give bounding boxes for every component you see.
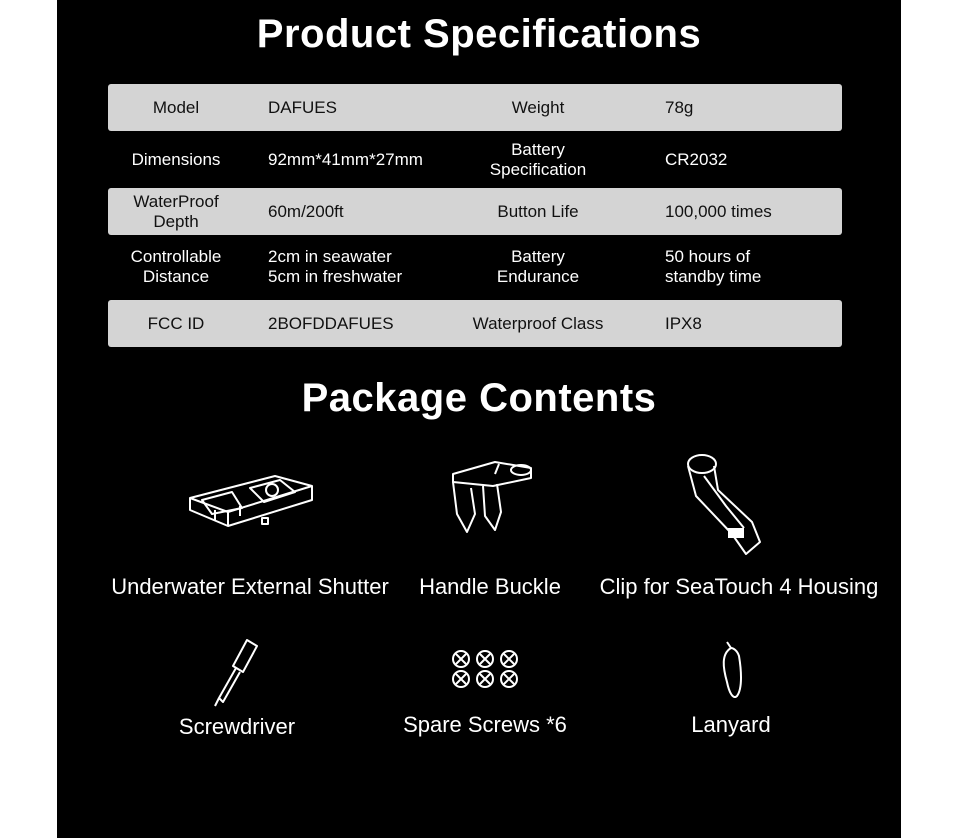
spec-label: Controllable Distance xyxy=(130,247,222,286)
spec-value: 78g xyxy=(665,97,694,117)
spec-label: Battery Specification xyxy=(489,140,587,179)
package-label: Clip for SeaTouch 4 Housing xyxy=(599,574,879,599)
spec-label: Weight xyxy=(511,97,565,117)
spec-row-dimensions xyxy=(108,136,842,184)
spec-value: 100,000 times xyxy=(665,201,772,221)
package-label: Underwater External Shutter xyxy=(111,574,389,599)
package-label: Screwdriver xyxy=(178,714,296,739)
spec-label: FCC ID xyxy=(147,313,205,333)
specifications-title: Product Specifications xyxy=(256,12,702,56)
package-item-shutter xyxy=(90,448,420,548)
spec-row-controllable-distance xyxy=(108,243,842,291)
spec-value: 50 hours of standby time xyxy=(665,247,762,286)
spec-label: Model xyxy=(152,97,200,117)
package-item-screws xyxy=(445,648,525,690)
spec-row-model xyxy=(108,84,842,131)
spec-value: 2cm in seawater 5cm in freshwater xyxy=(268,247,403,286)
spec-value: DAFUES xyxy=(268,97,337,117)
screwdriver-icon xyxy=(207,636,267,708)
package-label: Lanyard xyxy=(691,712,771,737)
spec-label: Waterproof Class xyxy=(472,313,604,333)
spec-value: IPX8 xyxy=(665,313,702,333)
package-label: Handle Buckle xyxy=(419,574,561,599)
spec-row-waterproof-depth xyxy=(108,188,842,235)
spec-value: 60m/200ft xyxy=(268,201,344,221)
spec-label: Button Life xyxy=(497,201,579,221)
package-label: Spare Screws *6 xyxy=(403,712,567,737)
package-item-screwdriver xyxy=(197,636,277,708)
shutter-icon xyxy=(180,448,330,548)
clip-icon xyxy=(674,446,774,566)
spec-row-fcc-id xyxy=(108,300,842,347)
package-item-lanyard xyxy=(701,638,761,704)
handle-buckle-icon xyxy=(435,454,545,544)
package-contents-title: Package Contents xyxy=(301,376,657,420)
spec-label: WaterProof Depth xyxy=(133,191,219,231)
spec-value: 92mm*41mm*27mm xyxy=(268,150,423,169)
screws-icon xyxy=(449,648,521,690)
package-item-handle-buckle xyxy=(425,454,555,544)
spec-value: 2BOFDDAFUES xyxy=(268,313,394,333)
spec-label: Dimensions xyxy=(131,150,221,169)
package-item-clip xyxy=(669,446,779,566)
spec-value: CR2032 xyxy=(665,150,728,169)
spec-panel xyxy=(57,0,901,838)
spec-label: Battery Endurance xyxy=(496,247,580,286)
lanyard-icon xyxy=(711,638,751,704)
